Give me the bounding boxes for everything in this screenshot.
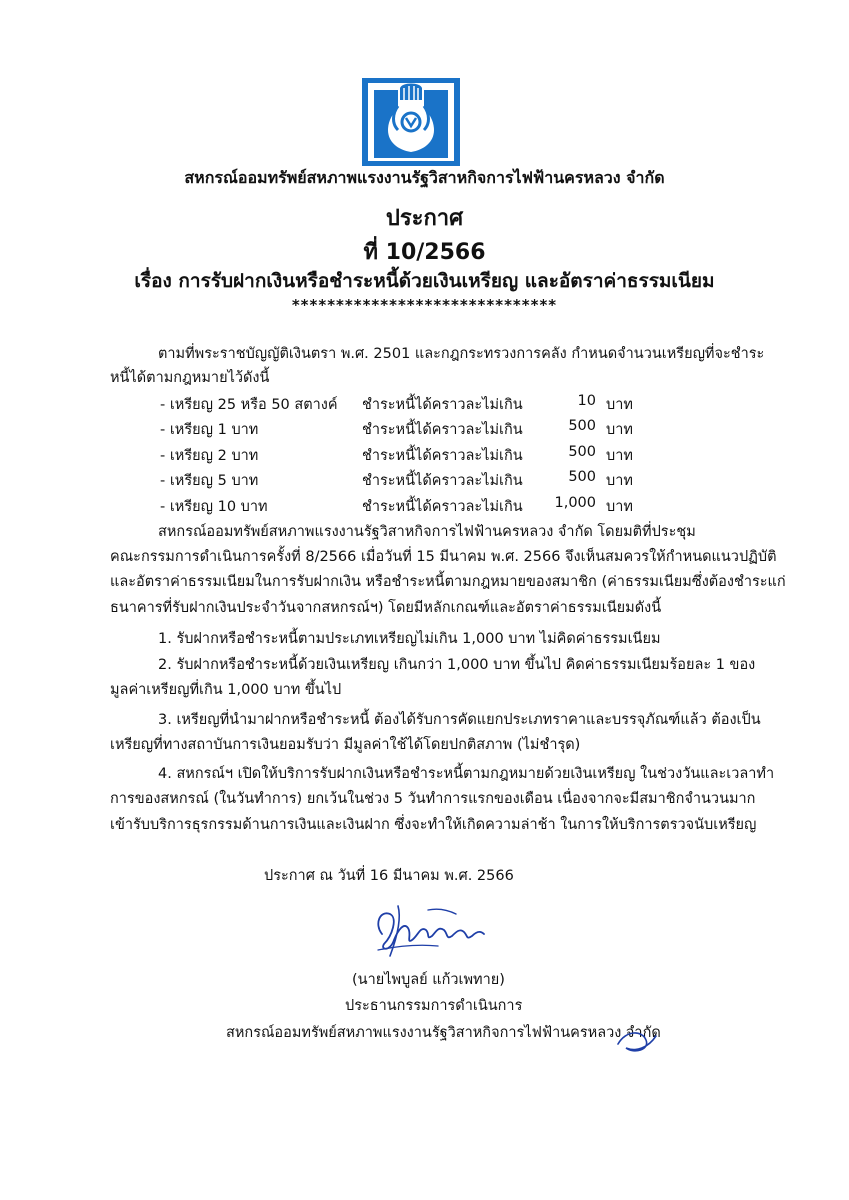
- coin-condition: ชำระหนี้ได้คราวละไม่เกิน: [362, 499, 523, 515]
- cooperative-logo-icon: [362, 78, 460, 166]
- announcement-subject: เรื่อง การรับฝากเงินหรือชำระหนี้ด้วยเงินเหรียญ และอัตราค่าธรรมเนียม: [134, 270, 715, 292]
- announcement-number: ที่ 10/2566: [363, 240, 486, 265]
- rule-4-line-1: 4. สหกรณ์ฯ เปิดให้บริการรับฝากเงินหรือชำระหนี้ตามกฎหมายด้วยเงินเหรียญ ในช่วงวันและเวลาทำ: [158, 766, 775, 782]
- rule-3-line-1: 3. เหรียญที่นำมาฝากหรือชำระหนี้ ต้องได้รับการคัดแยกประเภทราคาและบรรจุภัณฑ์แล้ว ต้องเป็น: [158, 712, 761, 728]
- coin-condition: ชำระหนี้ได้คราวละไม่เกิน: [362, 422, 523, 438]
- signatory-name: (นายไพบูลย์ แก้วเพทาย): [352, 972, 505, 988]
- signatory-position: ประธานกรรมการดำเนินการ: [345, 998, 523, 1014]
- coin-amount: 500: [568, 444, 596, 460]
- signatory-organization: สหกรณ์ออมทรัพย์สหภาพแรงงานรัฐวิสาหกิจการไฟฟ้านครหลวง จำกัด: [226, 1025, 661, 1041]
- intro-line-2: หนี้ได้ตามกฎหมายไว้ดังนี้: [110, 370, 270, 386]
- coin-unit: บาท: [606, 473, 633, 489]
- coin-type: - เหรียญ 10 บาท: [160, 499, 268, 515]
- coin-amount: 10: [577, 393, 596, 409]
- resolution-line-3: และอัตราค่าธรรมเนียมในการรับฝากเงิน หรือชำระหนี้ตามกฎหมายของสมาชิก (ค่าธรรมเนียมซึ่งต้องชำระแก่: [110, 574, 786, 590]
- coin-amount: 500: [568, 418, 596, 434]
- organization-name: สหกรณ์ออมทรัพย์สหภาพแรงงานรัฐวิสาหกิจการไฟฟ้านครหลวง จำกัด: [184, 168, 665, 187]
- coin-unit: บาท: [606, 422, 633, 438]
- resolution-line-1: สหกรณ์ออมทรัพย์สหภาพแรงงานรัฐวิสาหกิจการไฟฟ้านครหลวง จำกัด โดยมติที่ประชุม: [158, 524, 696, 540]
- announcement-title: ประกาศ: [385, 206, 464, 231]
- coin-condition: ชำระหนี้ได้คราวละไม่เกิน: [362, 473, 523, 489]
- coin-unit: บาท: [606, 448, 633, 464]
- resolution-line-2: คณะกรรมการดำเนินการครั้งที่ 8/2566 เมื่อวันที่ 15 มีนาคม พ.ศ. 2566 จึงเห็นสมควรให้กำหนดแนวปฏิบัติ: [110, 549, 777, 565]
- coin-amount: 1,000: [554, 495, 596, 511]
- rule-4-line-3: เข้ารับบริการธุรกรรมด้านการเงินและเงินฝาก ซึ่งจะทำให้เกิดความล่าช้า ในการให้บริการตรวจนับเหรียญ: [110, 817, 757, 833]
- coin-type: - เหรียญ 2 บาท: [160, 448, 259, 464]
- coin-type: - เหรียญ 1 บาท: [160, 422, 259, 438]
- coin-unit: บาท: [606, 499, 633, 515]
- rule-1: 1. รับฝากหรือชำระหนี้ตามประเภทเหรียญไม่เกิน 1,000 บาท ไม่คิดค่าธรรมเนียม: [158, 631, 661, 647]
- coin-condition: ชำระหนี้ได้คราวละไม่เกิน: [362, 397, 523, 413]
- announcement-date: ประกาศ ณ วันที่ 16 มีนาคม พ.ศ. 2566: [264, 868, 514, 884]
- rule-2-line-2: มูลค่าเหรียญที่เกิน 1,000 บาท ขึ้นไป: [110, 682, 342, 698]
- rule-3-line-2: เหรียญที่ทางสถาบันการเงินยอมรับว่า มีมูลค่าใช้ได้โดยปกติสภาพ (ไม่ชำรุด): [110, 737, 581, 753]
- coin-amount: 500: [568, 469, 596, 485]
- signature-flourish-icon: [612, 1022, 662, 1058]
- coin-unit: บาท: [606, 397, 633, 413]
- coin-type: - เหรียญ 25 หรือ 50 สตางค์: [160, 397, 338, 413]
- resolution-line-4: ธนาคารที่รับฝากเงินประจำวันจากสหกรณ์ฯ) โดยมีหลักเกณฑ์และอัตราค่าธรรมเนียมดังนี้: [110, 600, 662, 616]
- rule-2-line-1: 2. รับฝากหรือชำระหนี้ด้วยเงินเหรียญ เกินกว่า 1,000 บาท ขึ้นไป คิดค่าธรรมเนียมร้อยละ 1 ของ: [158, 657, 756, 673]
- asterisk-divider: ******************************: [291, 296, 558, 314]
- rule-4-line-2: การของสหกรณ์ (ในวันทำการ) ยกเว้นในช่วง 5 วันทำการแรกของเดือน เนื่องจากจะมีสมาชิกจำนวนมาก: [110, 791, 756, 807]
- coin-type: - เหรียญ 5 บาท: [160, 473, 259, 489]
- coin-condition: ชำระหนี้ได้คราวละไม่เกิน: [362, 448, 523, 464]
- handwritten-signature-icon: [368, 900, 490, 960]
- intro-line-1: ตามที่พระราชบัญญัติเงินตรา พ.ศ. 2501 และกฎกระทรวงการคลัง กำหนดจำนวนเหรียญที่จะชำระ: [158, 346, 765, 362]
